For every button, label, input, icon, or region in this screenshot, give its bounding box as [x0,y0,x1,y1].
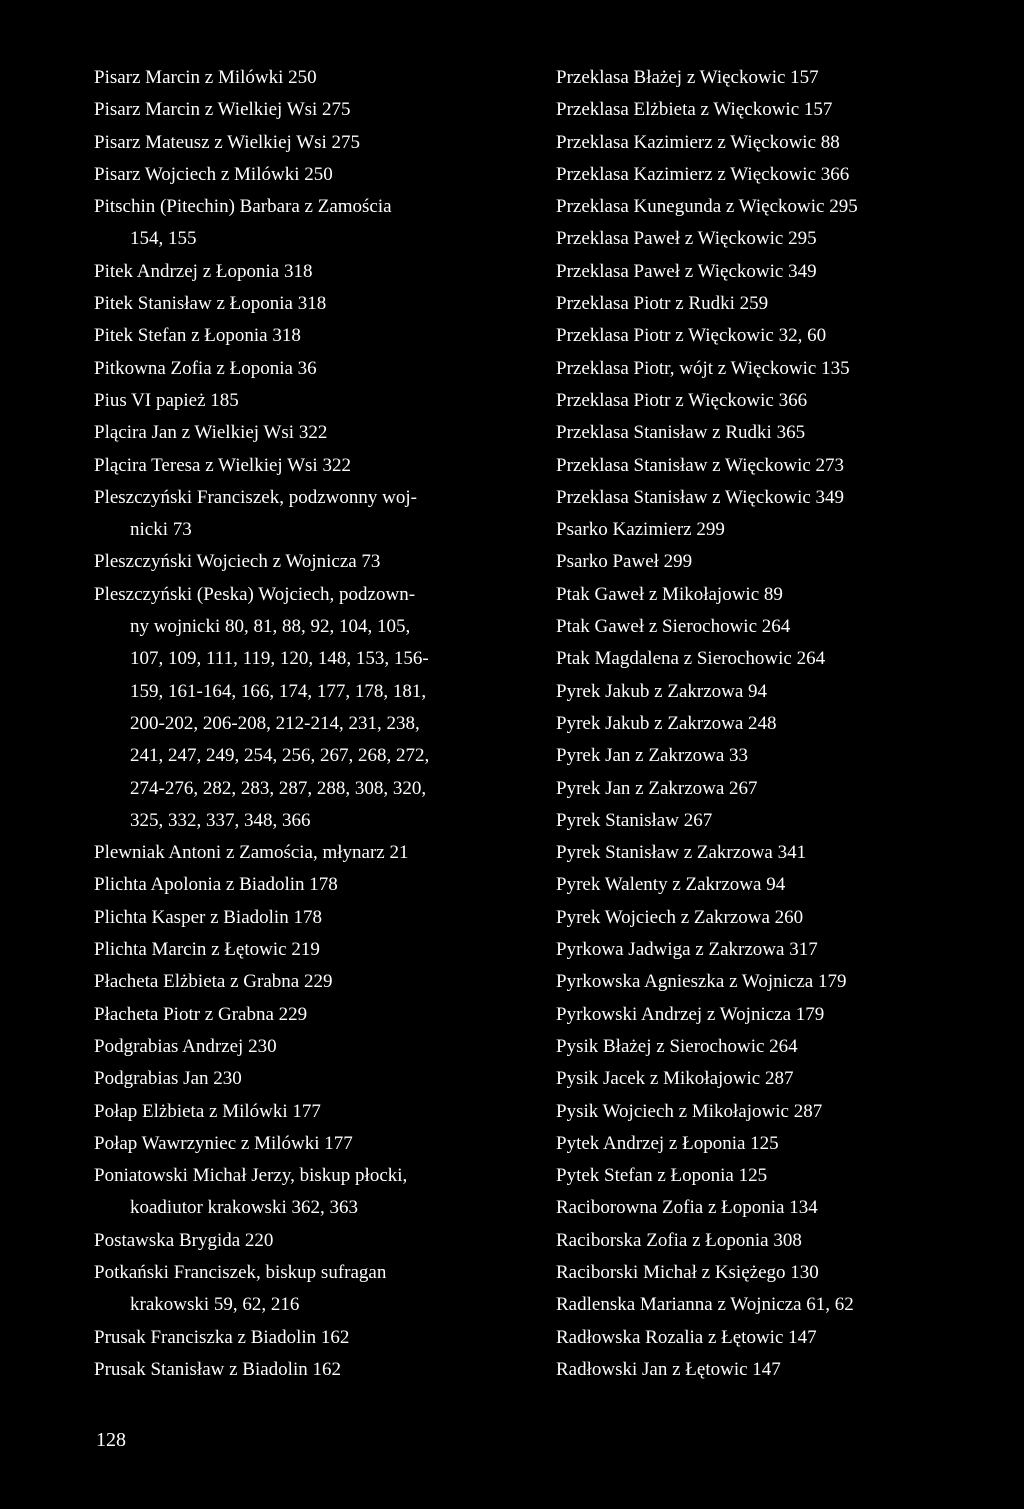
index-entry: Przeklasa Piotr z Więckowic 366 [556,389,808,411]
index-entry: Pisarz Wojciech z Milówki 250 [94,163,333,185]
index-entry: Przeklasa Piotr z Rudki 259 [556,293,769,315]
index-entry: Przeklasa Piotr, wójt z Więckowic 135 [556,357,850,379]
index-entry: Podgrabias Jan 230 [94,1068,242,1090]
index-entry: Przeklasa Piotr z Więckowic 32, 60 [556,325,827,347]
index-entry: Plichta Apolonia z Biadolin 178 [94,874,338,896]
index-entry: Przeklasa Kunegunda z Więckowic 295 [556,196,858,218]
index-entry: Pleszczyński Franciszek, podzwonny woj- nicki 73 [94,486,417,541]
index-entry: Pleszczyński Wojciech z Wojnicza 73 [94,551,381,573]
index-entry: Pitek Stefan z Łoponia 318 [94,325,301,347]
index-entry: Pysik Wojciech z Mikołajowic 287 [556,1100,823,1122]
index-entry: Ptak Magdalena z Sierochowic 264 [556,648,826,670]
index-entry: Psarko Paweł 299 [556,551,693,573]
index-column-right [556,62,986,1386]
index-entry: Przeklasa Kazimierz z Więckowic 88 [556,131,840,153]
index-entry: Plącira Jan z Wielkiej Wsi 322 [94,422,328,444]
index-column-left [94,62,504,1386]
index-entry: Połap Elżbieta z Milówki 177 [94,1100,321,1122]
index-entry: Plichta Kasper z Biadolin 178 [94,906,322,928]
index-entry: Pyrek Jan z Zakrzowa 33 [556,745,749,767]
index-entry: Radłowski Jan z Łętowic 147 [556,1358,781,1380]
index-entry: Pyrek Wojciech z Zakrzowa 260 [556,906,804,928]
index-entry: Postawska Brygida 220 [94,1229,274,1251]
index-entry: Raciborowna Zofia z Łoponia 134 [556,1197,818,1219]
index-entry: Przeklasa Kazimierz z Więckowic 366 [556,163,850,185]
index-entry: Prusak Franciszka z Biadolin 162 [94,1326,350,1348]
index-entry: Pyrkowski Andrzej z Wojnicza 179 [556,1003,825,1025]
index-entry: Prusak Stanisław z Biadolin 162 [94,1358,341,1380]
index-entry: Radłowska Rozalia z Łętowic 147 [556,1326,817,1348]
index-entry: Pyrek Jakub z Zakrzowa 248 [556,712,777,734]
index-entry: Przeklasa Paweł z Więckowic 349 [556,260,817,282]
index-entry: Pitek Andrzej z Łoponia 318 [94,260,313,282]
index-entry: Pisarz Marcin z Wielkiej Wsi 275 [94,99,351,121]
index-entry: Poniatowski Michał Jerzy, biskup płocki, koadiutor krakowski 362, 363 [94,1165,408,1219]
index-entry: Podgrabias Andrzej 230 [94,1035,277,1057]
index-entry: Płacheta Piotr z Grabna 229 [94,1003,308,1025]
index-entry: Pitkowna Zofia z Łoponia 36 [94,357,317,379]
index-entry: Pius VI papież 185 [94,389,239,411]
index-entry: Pyrek Stanisław z Zakrzowa 341 [556,842,807,864]
index-entry: Przeklasa Stanisław z Rudki 365 [556,422,806,444]
index-entry: Raciborski Michał z Księżego 130 [556,1261,819,1283]
index-entry: Raciborska Zofia z Łoponia 308 [556,1229,802,1251]
index-entry: Pysik Błażej z Sierochowic 264 [556,1035,798,1057]
index-entry: Ptak Gaweł z Sierochowic 264 [556,616,791,638]
index-entry: Ptak Gaweł z Mikołajowic 89 [556,583,783,605]
index-entry: Przeklasa Stanisław z Więckowic 273 [556,454,845,476]
index-entry: Przeklasa Błażej z Więckowic 157 [556,67,819,88]
index-entry: Plewniak Antoni z Zamościa, młynarz 21 [94,842,409,864]
index-entry: Potkański Franciszek, biskup sufragan krakowski 59, 62, 216 [94,1261,387,1316]
index-entry: Pysik Jacek z Mikołajowic 287 [556,1068,794,1090]
page-number: 128 [96,1429,126,1451]
index-entry: Pleszczyński (Peska) Wojciech, podzown- ny wojnicki 80, 81, 88, 92, 104, 105, 107, 109, 111, 119, 120, 148, 153, 156- 159, 161-164, 166, 174, 177, 178, 181, 200-202, 206-208, 212-214, 231, 238, 241, 247, 249, 254, 256, 267, 268, 272, 274-276, 282, 283, 287, 288, 308, 320, 325, 332, 337, 348, 366 [94,583,430,831]
index-entry: Pitek Stanisław z Łoponia 318 [94,293,327,315]
index-entry: Plącira Teresa z Wielkiej Wsi 322 [94,454,351,476]
index-entry: Przeklasa Paweł z Więckowic 295 [556,228,817,250]
index-entry: Pyrek Jan z Zakrzowa 267 [556,777,758,799]
index-entry: Połap Wawrzyniec z Milówki 177 [94,1132,353,1154]
index-entry: Psarko Kazimierz 299 [556,519,725,541]
index-entry: Pytek Stefan z Łoponia 125 [556,1165,768,1187]
index-entry: Pytek Andrzej z Łoponia 125 [556,1132,779,1154]
index-entry: Pyrkowska Agnieszka z Wojnicza 179 [556,971,847,993]
index-entry: Przeklasa Elżbieta z Więckowic 157 [556,99,833,121]
index-entry: Pisarz Marcin z Milówki 250 [94,67,317,88]
index-entry: Plichta Marcin z Łętowic 219 [94,939,320,961]
index-entry: Przeklasa Stanisław z Więckowic 349 [556,486,845,508]
index-entry: Pisarz Mateusz z Wielkiej Wsi 275 [94,131,361,153]
index-entry: Pitschin (Pitechin) Barbara z Zamościa 154, 155 [94,196,392,250]
index-entry: Pyrek Walenty z Zakrzowa 94 [556,874,786,896]
index-entry: Pyrek Jakub z Zakrzowa 94 [556,680,768,702]
index-entry: Pyrkowa Jadwiga z Zakrzowa 317 [556,939,818,961]
index-entry: Radlenska Marianna z Wojnicza 61, 62 [556,1294,854,1316]
index-entry: Płacheta Elżbieta z Grabna 229 [94,971,333,993]
index-entry: Pyrek Stanisław 267 [556,809,713,831]
